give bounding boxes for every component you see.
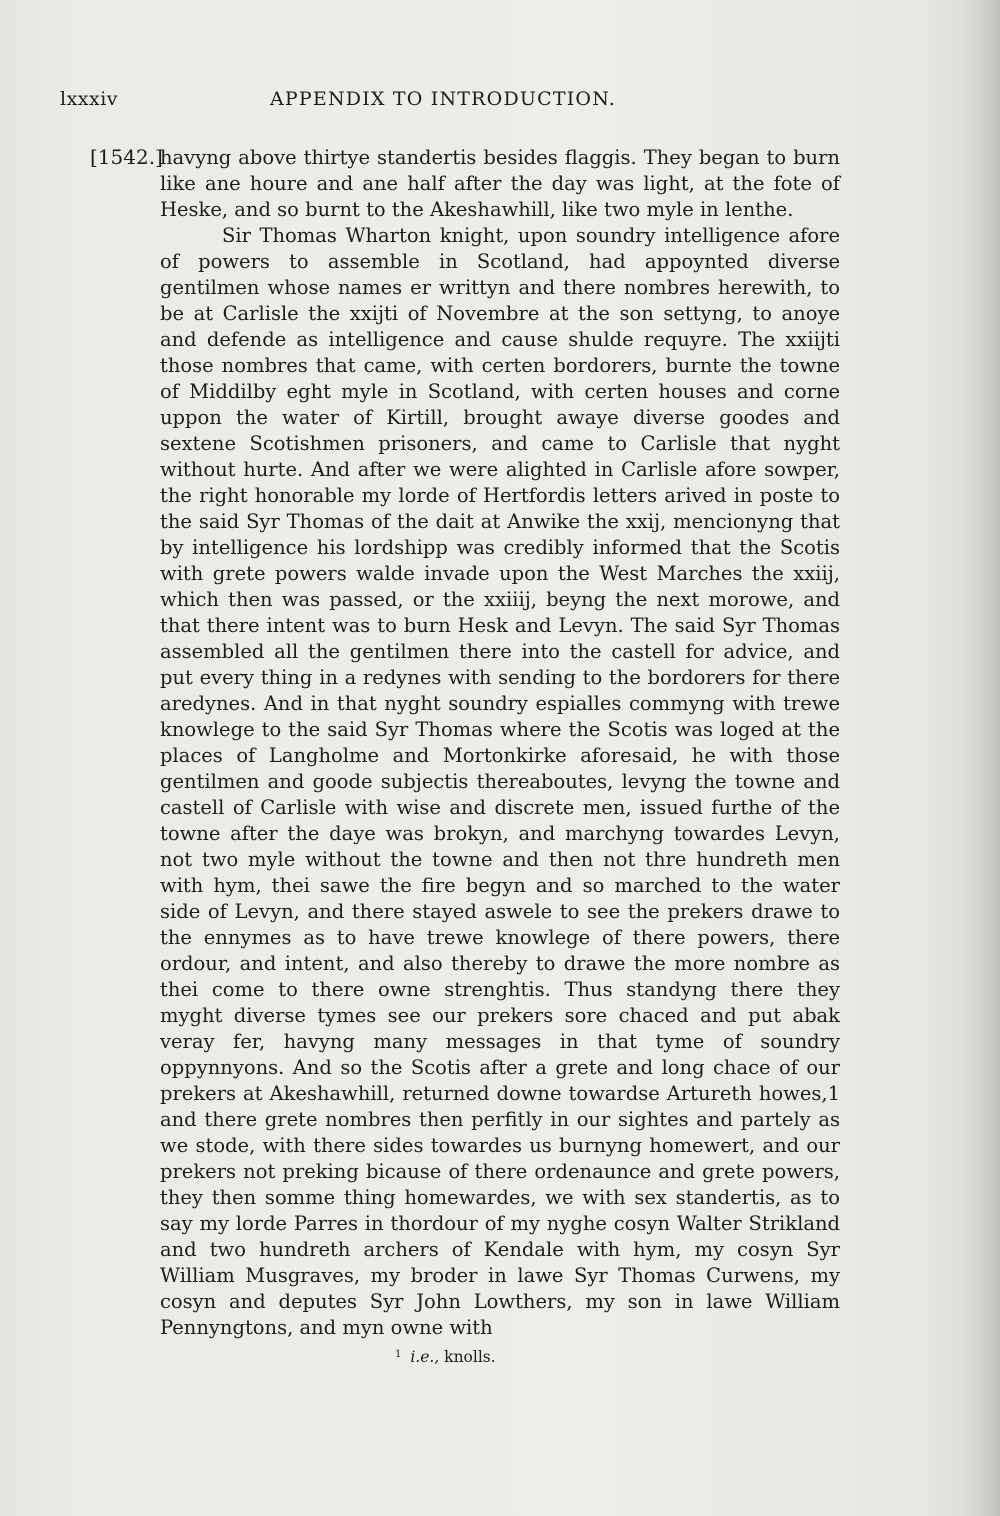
page-number: lxxxiv [60, 88, 119, 110]
page-header [60, 88, 840, 118]
margin-date: [1542.] [90, 145, 163, 169]
running-head: APPENDIX TO INTRODUCTION. [270, 88, 617, 110]
footnote [395, 1348, 496, 1366]
paragraph-2: Sir Thomas Wharton knight, upon soundry intelligence afore of powers to assemble in Scotland, had appoynted diverse gentilmen whose names er writtyn and there nombres herewith, to be at Carlisle the xxijti of Novembre at the son settyng, to anoye and defende as intelligence and cause shulde requyre. The xxiijti those nombres that came, with certen bordorers, burnte the towne of Middilby eght myle in Scotland, with certen houses and corne uppon the water of Kirtill, brought awaye diverse goodes and sextene Scotishmen prisoners, and came to Carlisle that nyght without hurte. And after we were alighted in Carlisle afore sowper, the right honorable my lorde of Hertfordis letters arived in poste to the said Syr Thomas of the dait at Anwike the xxij, mencionyng that by intelligence his lordshipp was credibly informed that the Scotis with grete powers walde invade upon the West Marches the xxiij, which then was passed, or the xxiiij, beyng the next morowe, and that there intent was to burn Hesk and Levyn. The said Syr Thomas assembled all the gentilmen there into the castell for advice, and put every thing in a redynes with sending to the bordorers for there aredynes. And in that nyght soundry espialles commyng with trewe knowlege to the said Syr Thomas where the Scotis was loged at the places of Langholme and Mortonkirke aforesaid, he with those gentilmen and goode subjectis thereaboutes, levyng the towne and castell of Carlisle with wise and discrete men, issued furthe of the towne after the daye was brokyn, and marchyng towardes Levyn, not two myle without the towne and then not thre hundreth men with hym, thei sawe the fire begyn and so marched to the water side of Levyn, and there stayed aswele to see the prekers drawe to the ennymes as to have trewe knowlege of there powers, there ordour, and intent, and also thereby to drawe the more nombre as thei come to there owne strenghtis. Thus standyng there they myght diverse tymes see our prekers sore chaced and put abak veray fer, havyng many messages in that tyme of soundry oppynnyons. And so the Scotis after a grete and long chace of our prekers at Akeshawhill, returned downe towardse Artureth howes,1 and there grete nombres then perfitly in our sightes and partely as we stode, with there sides towardes us burnyng homewert, and our prekers not preking bicause of there ordenaunce and grete powers, they then somme thing homewardes, we with sex standertis, as to say my lorde Parres in thordour of my nyghe cosyn Walter Strikland and two hundreth archers of Kendale with hym, my cosyn Syr William Musgraves, my broder in lawe Syr Thomas Curwens, my cosyn and deputes Syr John Lowthers, my son in lawe William Pennyngtons, and myn owne with [160, 224, 840, 1339]
footnote-marker: 1 [395, 1349, 402, 1360]
main-text [160, 145, 840, 1341]
footnote-abbrev: i.e., [410, 1348, 440, 1366]
paragraph-1: havyng above thirtye standertis besides flaggis. They began to burn like ane houre and ane half after the day was light, at the fote of Heske, and so burnt to the Akeshawhill, like two myle in lenthe. [160, 146, 840, 221]
page-edge-shadow [960, 0, 1000, 1516]
footnote-text: knolls. [444, 1348, 496, 1366]
